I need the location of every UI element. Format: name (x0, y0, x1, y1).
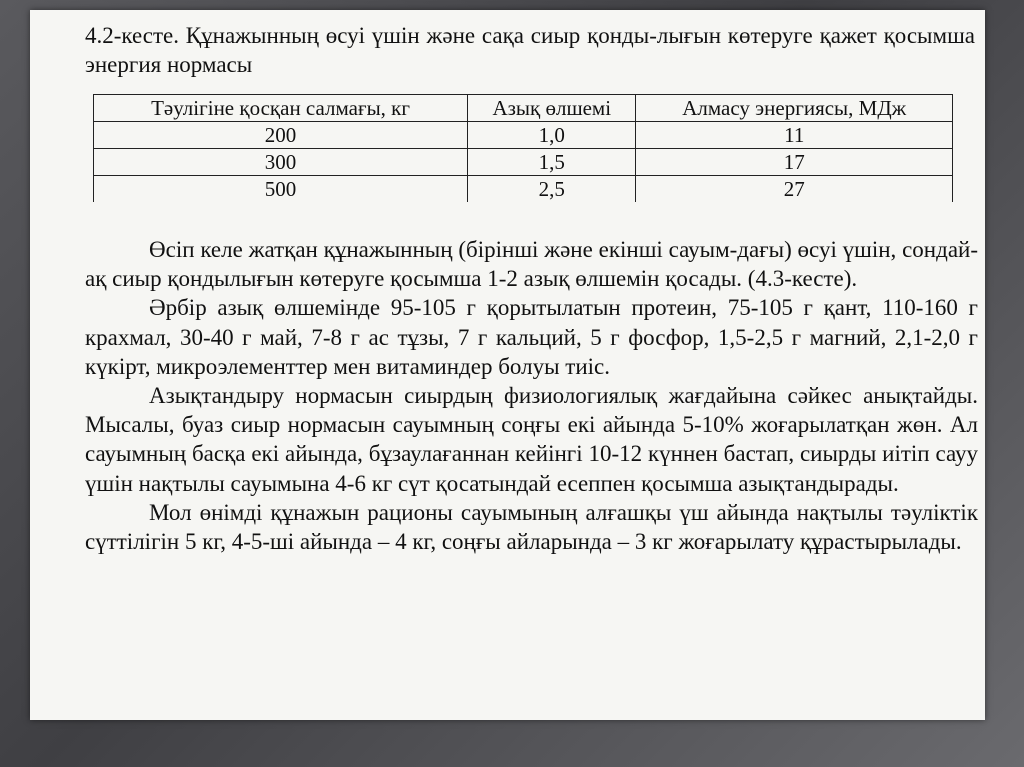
column-header-weight-gain: Тәулігіне қосқан салмағы, кг (94, 95, 468, 122)
energy-norm-table (93, 94, 953, 202)
paragraph: Мол өнімді құнажын рационы сауымының алғашқы үш айында нақтылы тәуліктік сүттілігін 5 кг, 4-5-ші айында – 4 кг, соңғы айларында – 3 кг жоғарылату құрастырылады. (85, 499, 978, 555)
table-cell: 2,5 (468, 176, 636, 203)
body-text (85, 235, 978, 556)
table-cell: 500 (94, 176, 468, 203)
paragraph: Азықтандыру нормасын сиырдың физиологиялық жағдайына сәйкес анықтайды. Мысалы, буаз сиыр нормасын сауымның соңғы екі айында 5-10% жоғарылатқан жөн. Ал сауымның басқа екі айында, бұзаулағаннан кейінгі 10-12 күннен бастап, сиырды иітіп сауу үшін нақтылы сауымына 4-6 кг сүт қосатындай есеппен қосымша азықтандырады. (85, 383, 978, 496)
table-cell: 300 (94, 149, 468, 176)
table-header-row (94, 95, 953, 122)
table-row (94, 149, 953, 176)
table-row (94, 176, 953, 203)
document-page (30, 10, 985, 720)
table-cell: 27 (636, 176, 953, 203)
slide (30, 10, 985, 720)
table-cell: 1,5 (468, 149, 636, 176)
table-cell: 11 (636, 122, 953, 149)
table-row (94, 122, 953, 149)
table-cell: 17 (636, 149, 953, 176)
paragraph: Өсіп келе жатқан құнажынның (бірінші және екінші сауым-дағы) өсуі үшін, сондай-ақ сиыр қондылығын көтеруге қосымша 1-2 азық өлшемін қосады. (4.3-кесте). (85, 237, 978, 292)
table-cell: 1,0 (468, 122, 636, 149)
column-header-feed-unit: Азық өлшемі (468, 95, 636, 122)
table-caption: 4.2-кесте. Құнажынның өсуі үшін және сақа сиыр қонды-лығын көтеруге қажет қосымша энергия нормасы (85, 23, 975, 77)
column-header-exchange-energy: Алмасу энергиясы, МДж (636, 95, 953, 122)
paragraph: Әрбір азық өлшемінде 95-105 г қорытылатын протеин, 75-105 г қант, 110-160 г крахмал, 30-40 г май, 7-8 г ас тұзы, 7 г кальций, 5 г фосфор, 1,5-2,5 г магний, 2,1-2,0 г күкірт, микроэлементтер мен витаминдер болуы тиіс. (85, 295, 978, 379)
table-cell: 200 (94, 122, 468, 149)
